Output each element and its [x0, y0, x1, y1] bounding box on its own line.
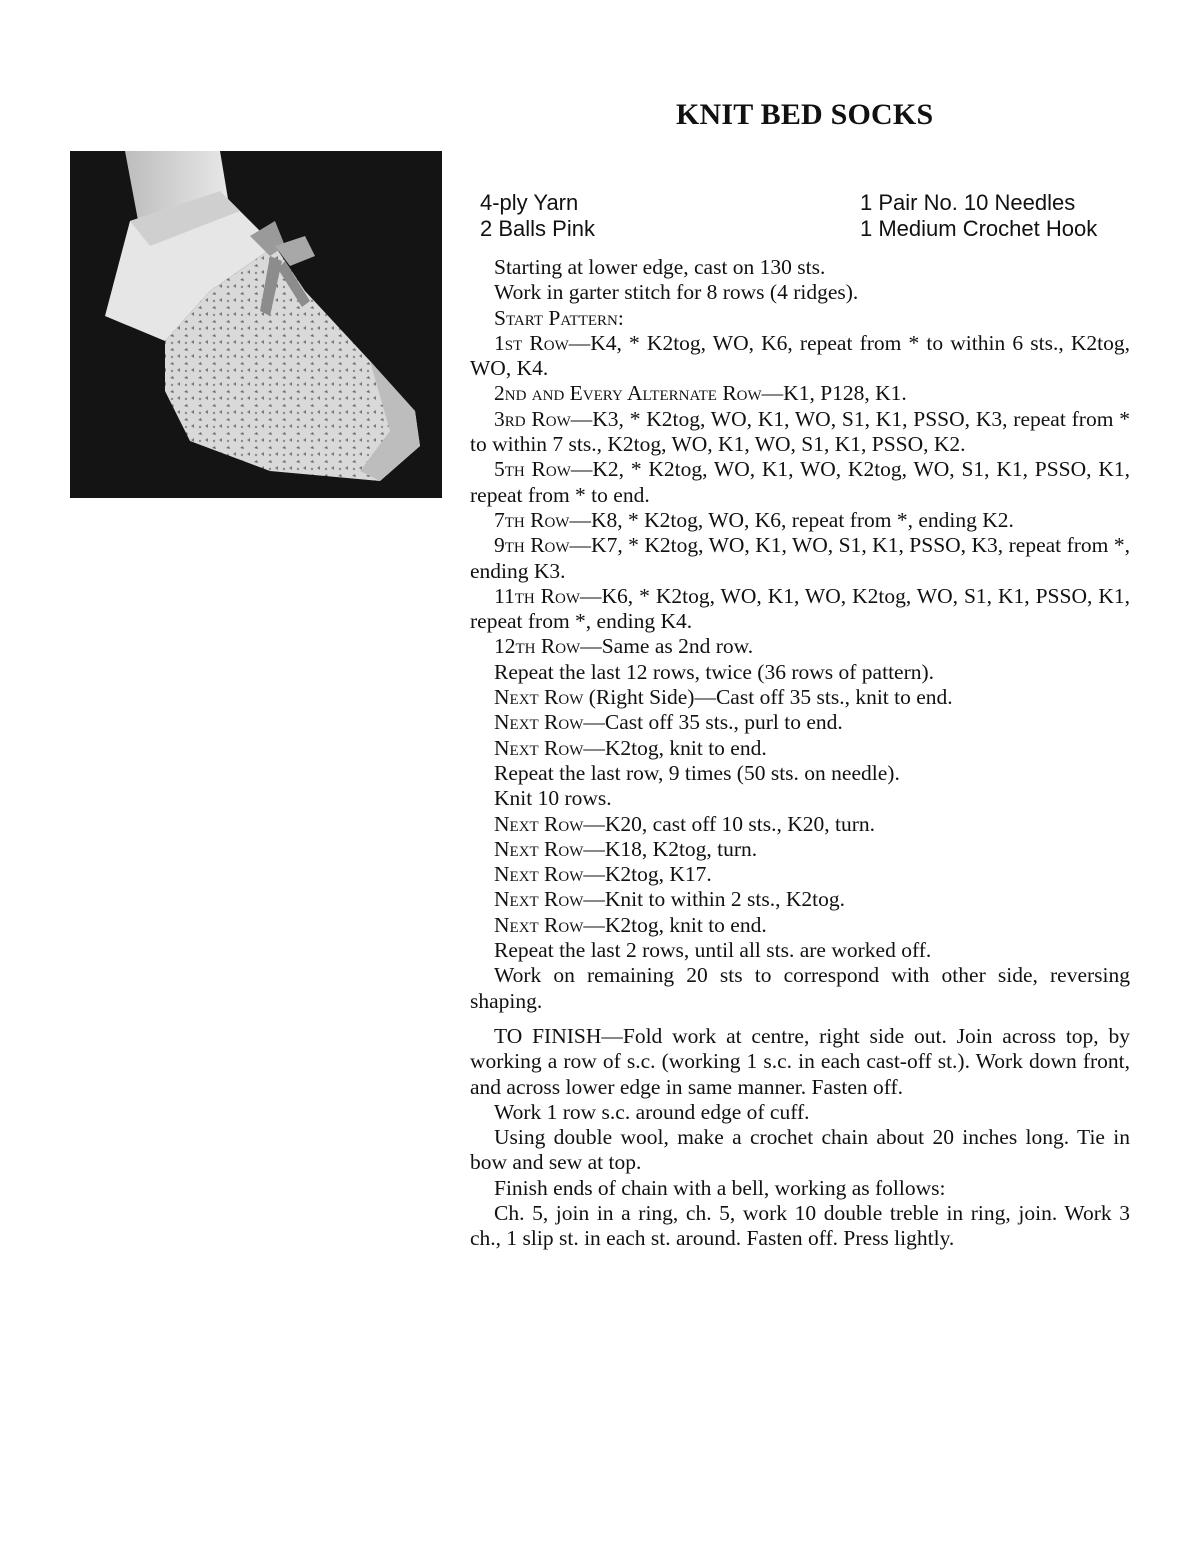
finish-line: Work 1 row s.c. around edge of cuff. [494, 1099, 810, 1124]
knit-bed-sock-photo [70, 151, 442, 498]
instruction-line: Repeat the last 2 rows, until all sts. are worked off. [494, 938, 932, 963]
instruction-line: Work in garter stitch for 8 rows (4 ridges). [494, 280, 859, 305]
material-needles-label: 1 Pair No. 10 Needles [860, 190, 1076, 215]
sock-photo-illustration [70, 151, 442, 498]
finish-line: Using double wool, make a crochet chain about 20 inches long. Tie in bow and sew at top. [470, 1125, 1130, 1175]
instruction-line: 1st Row—K4, * K2tog, WO, K6, repeat from * to within 6 sts., K2tog, WO, K4. [470, 330, 1130, 381]
instruction-line: Repeat the last 12 rows, twice (36 rows of pattern). [494, 659, 935, 684]
instruction-line: Start Pattern: [494, 305, 624, 330]
instruction-line: Starting at lower edge, cast on 130 sts. [494, 255, 826, 279]
instruction-line: Work on remaining 20 sts to correspond with other side, reversing shaping. [470, 963, 1130, 1013]
finish-line: TO FINISH—Fold work at centre, right side out. Join across top, by working a row of s.c. (working 1 s.c. in each cast-off st.). Work down front, and across lower edge in same manner. Fasten off. [470, 1023, 1130, 1099]
materials-row [480, 190, 1130, 216]
instruction-line: Next Row (Right Side)—Cast off 35 sts., knit to end. [494, 685, 953, 710]
finish-line: Ch. 5, join in a ring, ch. 5, work 10 double treble in ring, join. Work 3 ch., 1 slip st. in each st. around. Fasten off. Press lightly. [470, 1200, 1130, 1251]
instruction-line: 11th Row—K6, * K2tog, WO, K1, WO, K2tog, WO, S1, K1, PSSO, K1, repeat from *, ending K4. [470, 583, 1130, 634]
instruction-line: Next Row—Cast off 35 sts., purl to end. [494, 710, 843, 735]
instruction-line: 3rd Row—K3, * K2tog, WO, K1, WO, S1, K1, PSSO, K3, repeat from * to within 7 sts., K2tog, WO, K1, WO, S1, K1, PSSO, K2. [470, 406, 1130, 457]
materials-row [480, 216, 1130, 242]
instruction-line: Next Row—K2tog, knit to end. [494, 912, 767, 937]
instruction-line: Next Row—K20, cast off 10 sts., K20, turn. [494, 811, 876, 836]
pattern-instructions [470, 255, 1130, 1252]
instruction-line: Next Row—Knit to within 2 sts., K2tog. [494, 887, 845, 912]
instruction-line: 7th Row—K8, * K2tog, WO, K6, repeat from *, ending K2. [494, 507, 1014, 532]
instruction-line: 12th Row—Same as 2nd row. [494, 634, 754, 659]
materials-list [480, 190, 1130, 242]
finish-line: Finish ends of chain with a bell, working as follows: [494, 1175, 946, 1200]
material-yarn-label: 4-ply Yarn [480, 190, 579, 215]
material-hook-label: 1 Medium Crochet Hook [860, 216, 1098, 241]
instruction-line: Next Row—K2tog, K17. [494, 862, 712, 887]
instruction-line: Repeat the last row, 9 times (50 sts. on needle). [494, 760, 900, 785]
instruction-line: 2nd and Every Alternate Row—K1, P128, K1. [494, 381, 907, 406]
instruction-line: Next Row—K2tog, knit to end. [494, 735, 767, 760]
instruction-line: 5th Row—K2, * K2tog, WO, K1, WO, K2tog, WO, S1, K1, PSSO, K1, repeat from * to end. [470, 457, 1130, 507]
page-title: KNIT BED SOCKS [676, 98, 934, 131]
instruction-line: Knit 10 rows. [494, 786, 612, 811]
material-balls-label: 2 Balls Pink [480, 216, 595, 241]
instruction-line: Next Row—K18, K2tog, turn. [494, 836, 758, 861]
instruction-line: 9th Row—K7, * K2tog, WO, K1, WO, S1, K1, PSSO, K3, repeat from *, ending K3. [470, 533, 1130, 583]
